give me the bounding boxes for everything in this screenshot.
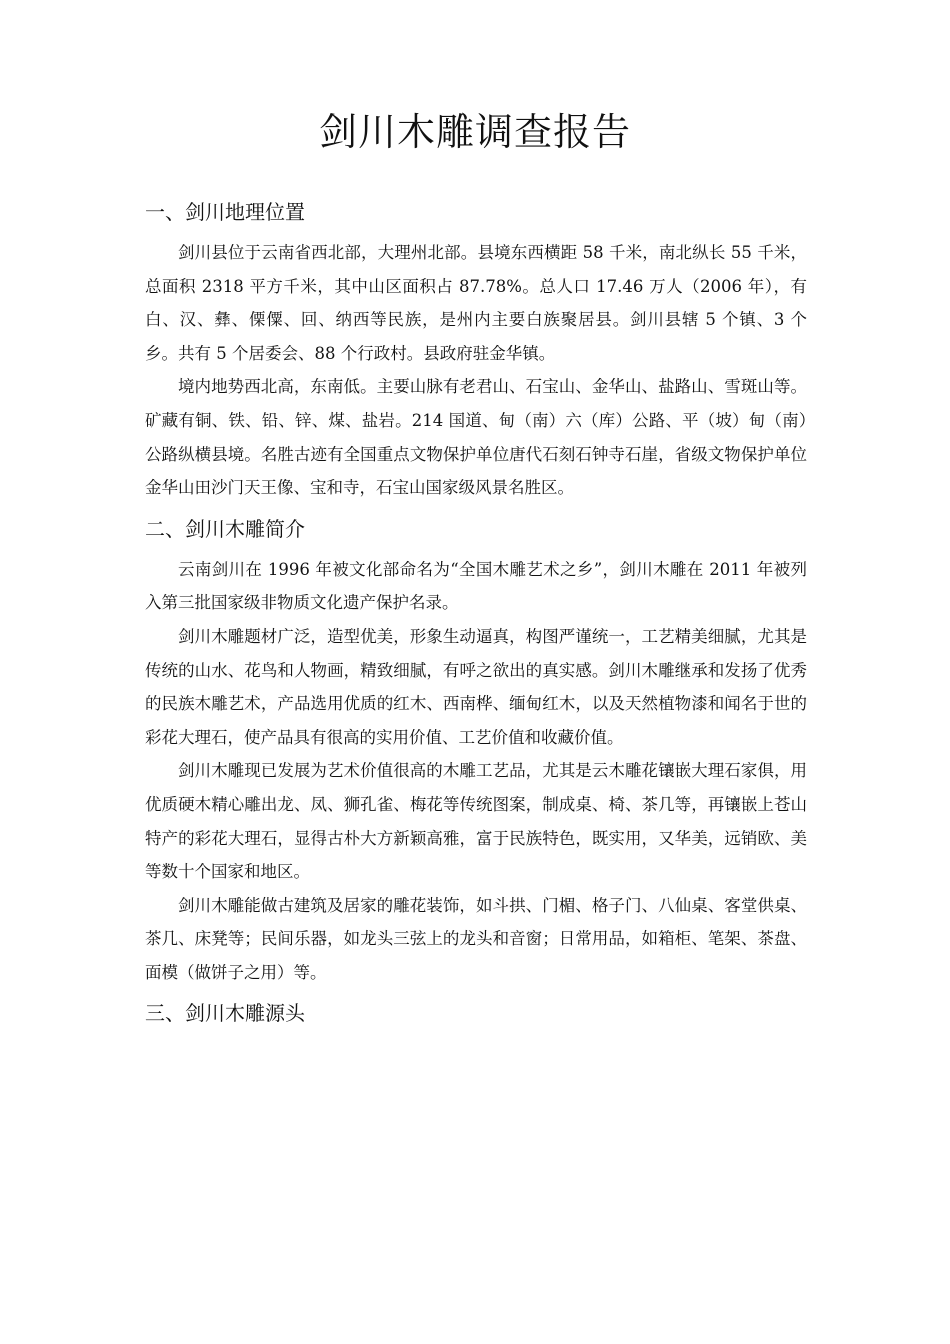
paragraph: 剑川木雕现已发展为艺术价值很高的木雕工艺品，尤其是云木雕花镶嵌大理石家俱，用优质硬木精心雕出龙、凤、狮孔雀、梅花等传统图案，制成桌、椅、茶几等，再镶嵌上苍山特产的彩花大理石，显得古朴大方新颖高雅，富于民族特色，既实用，又华美，远销欧、美等数十个国家和地区。 [145,761,807,882]
section-geography [145,188,807,505]
section-heading: 三、剑川木雕源头 [145,1001,305,1026]
paragraph: 境内地势西北高，东南低。主要山脉有老君山、石宝山、金华山、盐路山、雪斑山等。矿藏有铜、铁、铅、锌、煤、盐岩。214 国道、甸（南）六（库）公路、平（坡）甸（南）公路纵横县境。名胜古迹有全国重点文物保护单位唐代石刻石钟寺石崖，省级文物保护单位金华山田沙门天王像、宝和寺，石宝山国家级风景名胜区。 [145,377,807,498]
document-title: 剑川木雕调查报告 [318,110,631,154]
section-origin [145,989,807,1037]
section-introduction [145,505,807,990]
paragraph: 云南剑川在 1996 年被文化部命名为“全国木雕艺术之乡”，剑川木雕在 2011 年被列入第三批国家级非物质文化遗产保护名录。 [145,559,807,613]
section-heading: 一、剑川地理位置 [145,200,305,224]
section-heading: 二、剑川木雕简介 [145,516,305,541]
paragraph: 剑川县位于云南省西北部，大理州北部。县境东西横距 58 千米，南北纵长 55 千米，总面积 2318 平方千米，其中山区面积占 87.78%。总人口 17.46 万人（2006 年），有白、汉、彝、傈僳、回、纳西等民族，是州内主要白族聚居县。剑川县辖 5 个镇、3 个乡。共有 5 个居委会、88 个行政村。县政府驻金华镇。 [145,243,807,363]
paragraph: 剑川木雕能做古建筑及居家的雕花装饰，如斗拱、门楣、格子门、八仙桌、客堂供桌、茶几、床凳等；民间乐器，如龙头三弦上的龙头和音窗；日常用品，如箱柜、笔架、茶盘、面模（做饼子之用）等。 [145,895,807,982]
document-body [145,188,807,1037]
paragraph: 剑川木雕题材广泛，造型优美，形象生动逼真，构图严谨统一，工艺精美细腻，尤其是传统的山水、花鸟和人物画，精致细腻，有呼之欲出的真实感。剑川木雕继承和发扬了优秀的民族木雕艺术，产品选用优质的红木、西南桦、缅甸红木，以及天然植物漆和闻名于世的彩花大理石，使产品具有很高的实用价值、工艺价值和收藏价值。 [145,626,807,747]
